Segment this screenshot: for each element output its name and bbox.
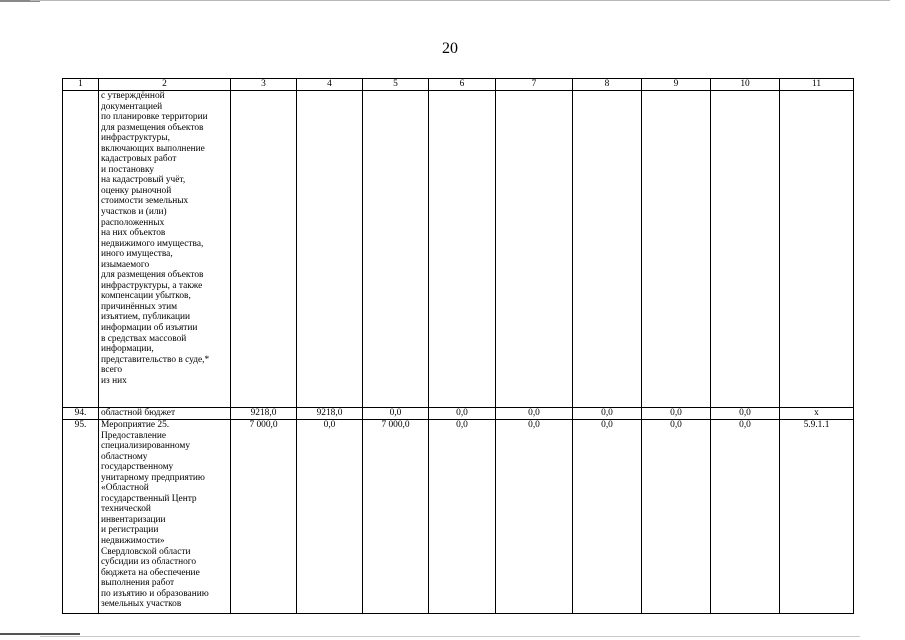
table-cell-value: 9218,0 [297, 408, 363, 420]
table-row [63, 420, 854, 614]
table-header-row [63, 79, 854, 91]
column-header: 1 [63, 79, 99, 91]
column-header: 7 [496, 79, 573, 91]
table-cell-value: 0,0 [297, 420, 363, 614]
column-header: 10 [711, 79, 780, 91]
row-description: областной бюджет [99, 408, 231, 420]
table-row [63, 91, 854, 408]
row-number [63, 91, 99, 408]
column-header: 4 [297, 79, 363, 91]
budget-table [62, 78, 854, 614]
row-number: 95. [63, 420, 99, 614]
table-cell-value: 0,0 [573, 408, 642, 420]
column-header: 3 [231, 79, 297, 91]
table-cell-value: 7 000,0 [231, 420, 297, 614]
table-cell-value: 0,0 [496, 420, 573, 614]
column-header: 2 [99, 79, 231, 91]
table-cell-value: 7 000,0 [363, 420, 429, 614]
table-cell-value: 0,0 [429, 408, 496, 420]
table-cell [231, 91, 297, 408]
table-cell [496, 91, 573, 408]
scan-edge-bottom-left [0, 633, 80, 635]
table-cell-value: 0,0 [496, 408, 573, 420]
page-number: 20 [442, 40, 458, 57]
table-cell-value: 0,0 [642, 420, 711, 614]
table-cell-value: 0,0 [711, 408, 780, 420]
table-row [63, 408, 854, 420]
table-cell-value: 0,0 [573, 420, 642, 614]
row-number: 94. [63, 408, 99, 420]
table-cell-value: 5.9.1.1 [780, 420, 854, 614]
column-header: 9 [642, 79, 711, 91]
table-cell [363, 91, 429, 408]
table-cell-value: 9218,0 [231, 408, 297, 420]
column-header: 5 [363, 79, 429, 91]
row-description: с утверждённой документацией по планировке территории для размещения объектов инфраструктуры, включающих выполнение кадастровых работ и постановку на кадастровый учёт, оценку рыночной стоимости земельных участков и (или) расположенных на них объектов недвижимого имущества, иного имущества, изымаемого для размещения объектов инфраструктуры, а также компенсации убытков, причинённых этим изъятием, публикации информации об изъятии в средствах массовой информации, представительство в суде,* всего из них [99, 91, 231, 408]
table-cell [573, 91, 642, 408]
column-header: 8 [573, 79, 642, 91]
table-cell [642, 91, 711, 408]
column-header: 6 [429, 79, 496, 91]
table-cell-value: 0,0 [642, 408, 711, 420]
scan-edge-top [30, 0, 890, 1]
column-header: 11 [780, 79, 854, 91]
table-cell [297, 91, 363, 408]
table-cell [429, 91, 496, 408]
table-cell [711, 91, 780, 408]
table-cell-value: 0,0 [429, 420, 496, 614]
table-cell-value: 0,0 [363, 408, 429, 420]
row-description: Мероприятие 25. Предоставление специализированному областному государственному унитарному предприятию «Областной государственный Центр технической инвентаризации и регистрации недвижимости» Свердловской области субсидии из областного бюджета на обеспечение выполнения работ по изъятию и образованию земельных участков [99, 420, 231, 614]
table-cell [780, 91, 854, 408]
table-cell-value: 0,0 [711, 420, 780, 614]
scan-edge-bottom [40, 636, 860, 637]
table-cell-value: х [780, 408, 854, 420]
